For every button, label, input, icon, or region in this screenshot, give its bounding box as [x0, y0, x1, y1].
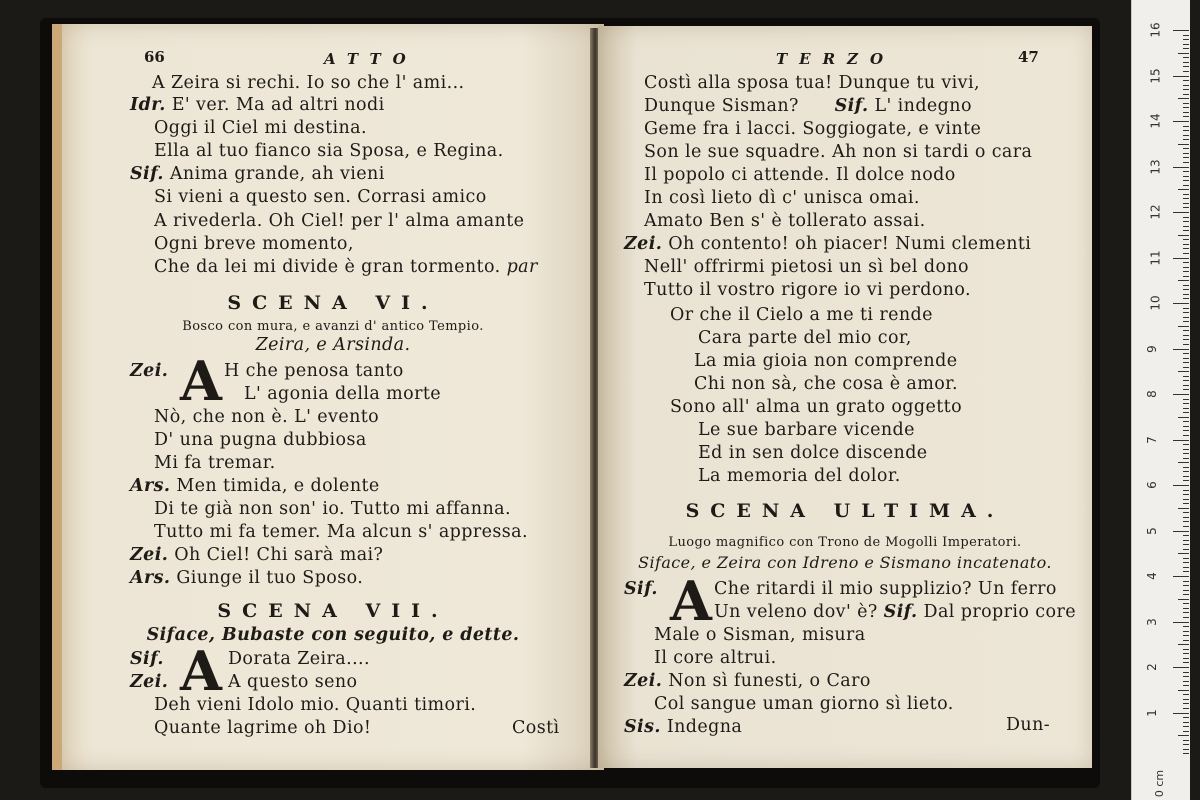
ruler-tick	[1183, 244, 1189, 245]
ruler-tick	[1183, 512, 1189, 513]
ruler-tick	[1183, 640, 1189, 641]
ruler-tick	[1183, 685, 1189, 686]
ruler-tick	[1183, 703, 1189, 704]
text-line: Zei.	[130, 672, 169, 692]
ruler-tick	[1183, 112, 1189, 113]
ruler-tick	[1183, 399, 1189, 400]
ruler-tick	[1183, 157, 1189, 158]
ruler-tick	[1183, 658, 1189, 659]
ruler-tick	[1183, 276, 1189, 277]
ruler-tick	[1183, 203, 1189, 204]
ruler-tick	[1183, 681, 1189, 682]
text-line: Male o Sisman, misura	[654, 625, 866, 645]
ruler-tick	[1173, 258, 1189, 259]
ruler-tick	[1183, 335, 1189, 336]
aria-line: La memoria del dolor.	[698, 466, 901, 486]
ruler-number: 3	[1144, 617, 1159, 626]
ruler-tick	[1178, 326, 1189, 327]
ruler-tick	[1183, 676, 1189, 677]
text-line: Zei. Oh Ciel! Chi sarà mai?	[130, 545, 384, 565]
text-line: Che da lei mi divide è gran tormento. par	[154, 257, 538, 277]
ruler-tick	[1183, 585, 1189, 586]
ruler-tick	[1183, 153, 1189, 154]
text-line: Col sangue uman giorno sì lieto.	[654, 694, 954, 714]
ruler-tick	[1183, 171, 1189, 172]
ruler-number: 16	[1148, 22, 1163, 38]
ruler-tick	[1183, 339, 1189, 340]
ruler-number: 2	[1144, 663, 1159, 671]
ruler-tick	[1183, 749, 1189, 750]
ruler-tick	[1183, 198, 1189, 199]
final-scene-title: SCENA ULTIMA.	[685, 500, 1005, 522]
ruler-tick	[1183, 617, 1189, 618]
ruler-tick	[1183, 740, 1189, 741]
ruler-tick	[1183, 562, 1189, 563]
ruler-tick	[1183, 521, 1189, 522]
text-line: Sif. Anima grande, ah vieni	[130, 164, 385, 184]
ruler-tick	[1183, 271, 1189, 272]
drop-cap: A	[180, 349, 222, 413]
text-line: Sif.	[130, 649, 164, 669]
ruler-tick	[1183, 435, 1189, 436]
aria-line: Chi non sà, che cosa è amor.	[694, 374, 958, 394]
ruler-tick	[1183, 649, 1189, 650]
text-line: Nò, che non è. L' evento	[154, 407, 380, 427]
ruler-tick	[1183, 608, 1189, 609]
ruler-tick	[1183, 581, 1189, 582]
page-number: 47	[1018, 48, 1039, 66]
text-line: A questo seno	[228, 672, 358, 692]
ruler-tick	[1183, 298, 1189, 299]
ruler-tick	[1183, 317, 1189, 318]
ruler-tick	[1173, 303, 1189, 304]
text-line: Costì alla sposa tua! Dunque tu vivi,	[644, 73, 980, 93]
ruler-tick	[1183, 526, 1189, 527]
ruler-tick	[1178, 508, 1189, 509]
ruler-tick	[1173, 485, 1189, 486]
ruler-tick	[1178, 144, 1189, 145]
text-line: Nell' offrirmi pietosi un sì bel dono	[644, 257, 969, 277]
ruler-tick	[1178, 417, 1189, 418]
ruler-tick	[1183, 57, 1189, 58]
ruler-tick	[1183, 672, 1189, 673]
drop-cap: A	[670, 569, 712, 633]
ruler-tick	[1183, 294, 1189, 295]
text-line: Il popolo ci attende. Il dolce nodo	[644, 165, 956, 185]
ruler-number: 1	[1144, 708, 1159, 717]
ruler-tick	[1183, 385, 1189, 386]
text-line: A rivederla. Oh Ciel! per l' alma amante	[154, 211, 525, 231]
ruler-tick	[1173, 667, 1189, 668]
ruler-number: 14	[1148, 113, 1163, 129]
text-line: Ars. Men timida, e dolente	[130, 476, 380, 496]
ruler-tick	[1183, 312, 1189, 313]
final-scene-cast: Siface, e Zeira con Idreno e Sismano incatenato.	[638, 553, 1052, 572]
ruler-tick	[1178, 553, 1189, 554]
text-line: A Zeira si rechi. Io so che l' ami...	[152, 73, 465, 93]
text-line: Mi fa tremar.	[154, 453, 276, 473]
ruler-tick	[1183, 699, 1189, 700]
scene-6-cast: Zeira, e Arsinda.	[255, 335, 411, 355]
ruler-tick	[1173, 349, 1189, 350]
ruler-tick	[1183, 449, 1189, 450]
ruler-tick	[1183, 217, 1189, 218]
ruler-tick	[1183, 380, 1189, 381]
ruler-tick	[1183, 535, 1189, 536]
ruler-tick	[1178, 735, 1189, 736]
ruler-tick	[1183, 444, 1189, 445]
ruler-tick	[1183, 148, 1189, 149]
ruler-tick	[1183, 239, 1189, 240]
aria-line: Le sue barbare vicende	[698, 420, 915, 440]
ruler-tick	[1183, 544, 1189, 545]
measuring-ruler	[1131, 0, 1190, 800]
ruler-number: 4	[1144, 572, 1159, 580]
ruler-tick	[1183, 471, 1189, 472]
ruler-tick	[1183, 262, 1189, 263]
ruler-tick	[1178, 98, 1189, 99]
text-line: L' agonia della morte	[244, 384, 442, 404]
ruler-tick	[1183, 94, 1189, 95]
ruler-tick	[1183, 344, 1189, 345]
ruler-tick	[1183, 221, 1189, 222]
ruler-tick	[1183, 321, 1189, 322]
text-line: Un veleno dov' è? Sif. Dal proprio core	[714, 602, 1076, 622]
ruler-tick	[1178, 371, 1189, 372]
ruler-tick	[1173, 622, 1189, 623]
ruler-tick	[1183, 558, 1189, 559]
ruler-tick	[1183, 517, 1189, 518]
ruler-tick	[1183, 494, 1189, 495]
drop-cap: A	[180, 639, 222, 703]
ruler-tick	[1183, 426, 1189, 427]
text-line: Zei. Non sì funesti, o Caro	[624, 671, 871, 691]
aria-line: Or che il Cielo a me ti rende	[670, 305, 933, 325]
ruler-tick	[1183, 540, 1189, 541]
ruler-number: 6	[1144, 481, 1159, 489]
ruler-tick	[1183, 107, 1189, 108]
ruler-tick	[1183, 631, 1189, 632]
ruler-tick	[1183, 126, 1189, 127]
ruler-tick	[1183, 476, 1189, 477]
ruler-tick	[1183, 207, 1189, 208]
ruler-tick	[1183, 567, 1189, 568]
ruler-tick	[1183, 176, 1189, 177]
ruler-tick	[1173, 76, 1189, 77]
ruler-tick	[1183, 503, 1189, 504]
text-line: Zei. Oh contento! oh piacer! Numi clementi	[624, 234, 1032, 254]
ruler-tick	[1178, 189, 1189, 190]
ruler-tick	[1183, 603, 1189, 604]
ruler-tick	[1183, 194, 1189, 195]
ruler-number: 8	[1144, 390, 1159, 398]
ruler-tick	[1183, 590, 1189, 591]
text-line: Geme fra i lacci. Soggiogate, e vinte	[644, 119, 982, 139]
ruler-tick	[1183, 103, 1189, 104]
ruler-tick	[1183, 285, 1189, 286]
ruler-tick	[1173, 713, 1189, 714]
scene-7-title: SCENA VII.	[217, 600, 449, 622]
catchword: Dun-	[1006, 715, 1051, 735]
text-line: Deh vieni Idolo mio. Quanti timori.	[154, 695, 477, 715]
text-line: In così lieto dì c' unisca omai.	[644, 188, 920, 208]
ruler-tick	[1183, 35, 1189, 36]
ruler-tick	[1183, 62, 1189, 63]
ruler-tick	[1183, 253, 1189, 254]
ruler-tick	[1183, 139, 1189, 140]
text-line: Sif.	[624, 579, 658, 599]
ruler-tick	[1183, 694, 1189, 695]
ruler-tick	[1183, 753, 1189, 754]
ruler-tick	[1183, 116, 1189, 117]
ruler-tick	[1183, 421, 1189, 422]
text-line: Si vieni a questo sen. Corrasi amico	[154, 187, 487, 207]
ruler-tick	[1183, 180, 1189, 181]
ruler-tick	[1183, 430, 1189, 431]
text-line: Oggi il Ciel mi destina.	[154, 118, 367, 138]
left-page	[52, 24, 604, 770]
ruler-tick	[1183, 226, 1189, 227]
ruler-tick	[1178, 235, 1189, 236]
catchword: Costì	[512, 718, 560, 738]
ruler-tick	[1173, 440, 1189, 441]
scene-7-cast: Siface, Bubaste con seguito, e dette.	[146, 625, 520, 645]
right-page	[598, 26, 1092, 768]
ruler-tick	[1178, 280, 1189, 281]
ruler-tick	[1183, 308, 1189, 309]
text-line: Il core altrui.	[654, 648, 777, 668]
ruler-tick	[1183, 248, 1189, 249]
ruler-number: 13	[1148, 158, 1163, 175]
ruler-tick	[1183, 403, 1189, 404]
ruler-tick	[1173, 167, 1189, 168]
ruler-tick	[1183, 362, 1189, 363]
ruler-tick	[1183, 267, 1189, 268]
ruler-number: 5	[1144, 526, 1159, 535]
ruler-number: 10	[1148, 295, 1163, 311]
ruler-tick	[1183, 490, 1189, 491]
scene-6-title: SCENA VI.	[227, 292, 439, 314]
aria-line: Sono all' alma un grato oggetto	[670, 397, 963, 417]
ruler-tick	[1183, 48, 1189, 49]
text-line: Dunque Sisman? Sif. L' indegno	[644, 96, 972, 116]
text-line: Son le sue squadre. Ah non si tardi o cara	[644, 142, 1033, 162]
ruler-tick	[1173, 212, 1189, 213]
ruler-tick	[1183, 389, 1189, 390]
ruler-tick	[1183, 480, 1189, 481]
ruler-tick	[1183, 722, 1189, 723]
ruler-tick	[1183, 653, 1189, 654]
ruler-tick	[1183, 80, 1189, 81]
text-line: H che penosa tanto	[224, 361, 404, 381]
text-line: Tutto il vostro rigore io vi perdono.	[644, 280, 972, 300]
ruler-number: 15	[1148, 67, 1163, 84]
ruler-tick	[1183, 89, 1189, 90]
ruler-tick	[1173, 121, 1189, 122]
text-line: Di te già non son' io. Tutto mi affanna.	[154, 499, 511, 519]
ruler-tick	[1183, 130, 1189, 131]
text-line: Quante lagrime oh Dio!	[154, 718, 372, 738]
ruler-tick	[1183, 744, 1189, 745]
ruler-number: 9	[1144, 344, 1159, 353]
final-scene-setting: Luogo magnifico con Trono de Mogolli Imperatori.	[668, 535, 1022, 550]
text-line: Zei.	[130, 361, 169, 381]
ruler-tick	[1183, 367, 1189, 368]
ruler-tick	[1183, 358, 1189, 359]
aria-line: Cara parte del mio cor,	[698, 328, 912, 348]
ruler-tick	[1173, 394, 1189, 395]
ruler-tick	[1183, 66, 1189, 67]
ruler-tick	[1173, 30, 1189, 31]
page-number: 66	[144, 48, 165, 66]
ruler-tick	[1178, 644, 1189, 645]
ruler-tick	[1183, 162, 1189, 163]
ruler-tick	[1183, 230, 1189, 231]
ruler-tick	[1183, 662, 1189, 663]
ruler-tick	[1183, 412, 1189, 413]
ruler-tick	[1183, 708, 1189, 709]
ruler-tick	[1173, 531, 1189, 532]
text-line: Ars. Giunge il tuo Sposo.	[130, 568, 364, 588]
ruler-tick	[1183, 353, 1189, 354]
text-line: Ogni breve momento,	[154, 234, 354, 254]
text-line: Idr. E' ver. Ma ad altri nodi	[130, 95, 385, 115]
running-head: ATTO	[324, 50, 418, 68]
text-line: Che ritardi il mio supplizio? Un ferro	[714, 579, 1057, 599]
ruler-tick	[1183, 726, 1189, 727]
ruler-tick	[1183, 185, 1189, 186]
ruler-tick	[1183, 39, 1189, 40]
ruler-tick	[1178, 53, 1189, 54]
ruler-tick	[1183, 453, 1189, 454]
ruler-tick	[1183, 85, 1189, 86]
running-head: TERZO	[776, 50, 896, 68]
ruler-tick	[1183, 135, 1189, 136]
ruler-unit-label: 0 cm	[1153, 769, 1167, 798]
ruler-number: 12	[1148, 204, 1163, 220]
ruler-tick	[1183, 731, 1189, 732]
aria-line: La mia gioia non comprende	[694, 351, 958, 371]
ruler-tick	[1183, 549, 1189, 550]
ruler-tick	[1183, 458, 1189, 459]
ruler-tick	[1183, 635, 1189, 636]
ruler-tick	[1183, 376, 1189, 377]
ruler-tick	[1183, 594, 1189, 595]
text-line: Amato Ben s' è tollerato assai.	[644, 211, 926, 231]
ruler-tick	[1178, 690, 1189, 691]
text-line: Sis. Indegna	[624, 717, 743, 737]
text-line: Dorata Zeira....	[228, 649, 370, 669]
ruler-tick	[1183, 44, 1189, 45]
text-line: D' una pugna dubbiosa	[154, 430, 367, 450]
ruler-tick	[1183, 408, 1189, 409]
ruler-tick	[1183, 330, 1189, 331]
ruler-tick	[1183, 612, 1189, 613]
ruler-tick	[1178, 462, 1189, 463]
ruler-tick	[1183, 71, 1189, 72]
ruler-tick	[1183, 467, 1189, 468]
ruler-tick	[1183, 499, 1189, 500]
ruler-tick	[1183, 626, 1189, 627]
ruler-tick	[1183, 717, 1189, 718]
ruler-number: 7	[1144, 435, 1159, 444]
scene-6-setting: Bosco con mura, e avanzi d' antico Tempio.	[182, 319, 484, 334]
ruler-number: 11	[1148, 249, 1163, 266]
aria-line: Ed in sen dolce discende	[698, 443, 928, 463]
text-line: Tutto mi fa temer. Ma alcun s' appressa.	[154, 522, 528, 542]
ruler-tick	[1178, 599, 1189, 600]
ruler-tick	[1183, 289, 1189, 290]
text-line: Ella al tuo fianco sia Sposa, e Regina.	[154, 141, 504, 161]
ruler-tick	[1173, 576, 1189, 577]
ruler-tick	[1183, 571, 1189, 572]
par-mark: par	[506, 257, 538, 277]
